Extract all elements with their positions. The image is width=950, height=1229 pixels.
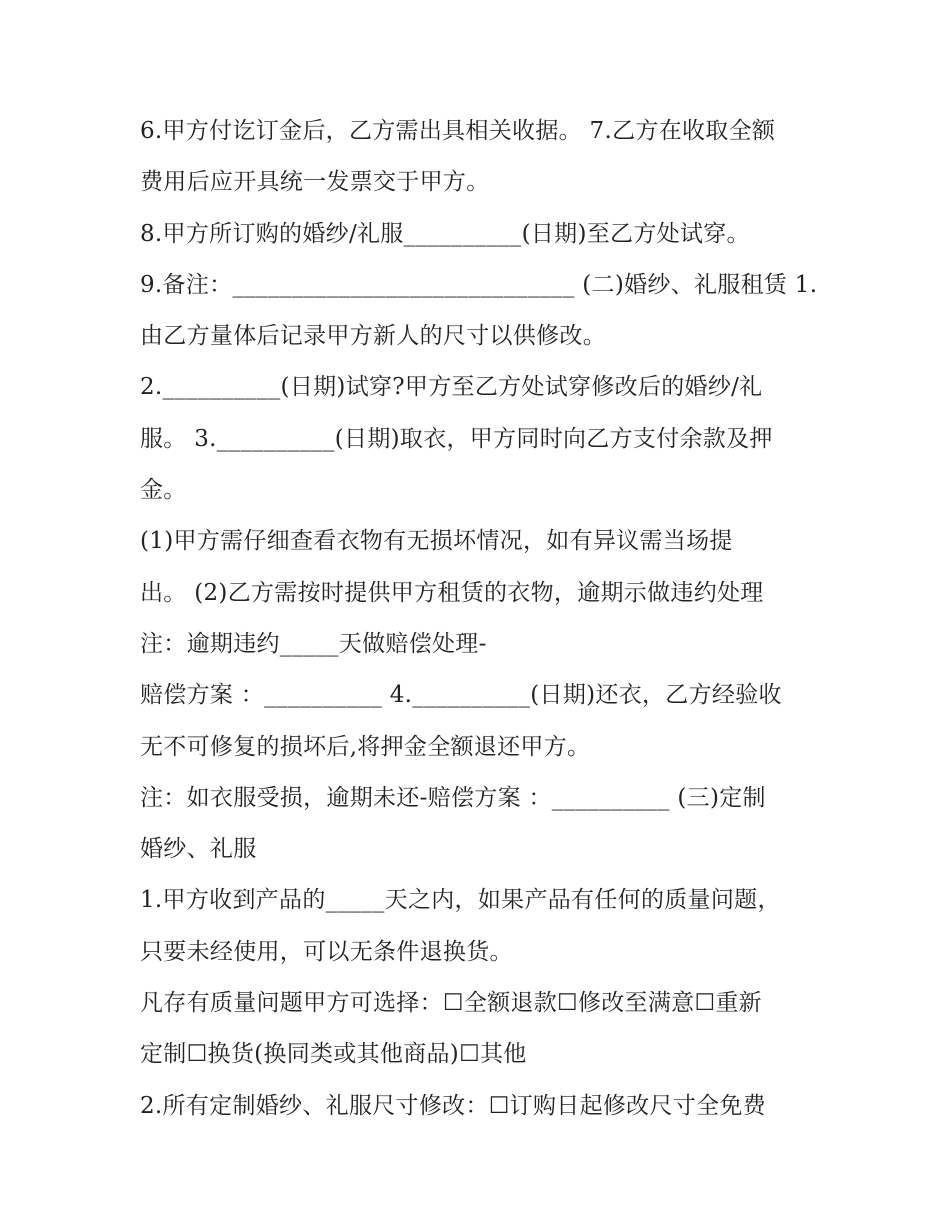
text-line: 6.甲方付讫订金后，乙方需出具相关收据。 7.乙方在收取全额 [140,118,776,144]
text-line: 婚纱、礼服 [140,836,257,863]
text-line: 金。 [140,477,187,504]
text-line: 2.__________(日期)试穿?甲方至乙方处试穿修改后的婚纱/礼 [140,374,763,401]
text-line: 定制☐换货(换同类或其他商品)☐其他 [140,1041,527,1068]
text-line: 8.甲方所订购的婚纱/礼服__________(日期)至乙方处试穿。 [140,220,750,247]
text-line: 凡存有质量问题甲方可选择：☐全额退款☐修改至满意☐重新 [140,990,762,1017]
text-line: 只要未经使用，可以无条件退换货。 [140,938,513,965]
text-line: 无不可修复的损坏后,将押金全额退还甲方。 [140,733,591,760]
text-line: 注：如衣服受损，逾期未还-赔偿方案 ：__________ (三)定制 [140,784,766,811]
text-line: 费用后应开具统一发票交于甲方。 [140,169,490,196]
text-line: 1.甲方收到产品的_____天之内，如果产品有任何的质量问题， [140,887,781,914]
text-line: 赔偿方案 ：__________ 4.__________(日期)还衣，乙方经验收 [140,682,782,709]
text-line: (1)甲方需仔细查看衣物有无损坏情况，如有异议需当场提 [140,528,733,555]
text-line: 出。 (2)乙方需按时提供甲方租赁的衣物，逾期示做违约处理 [140,579,764,606]
text-line: 注：逾期违约_____天做赔偿处理- [140,630,487,657]
text-line: 服。 3.__________(日期)取衣，甲方同时向乙方支付余款及押 [140,425,773,452]
document-body [140,108,820,1134]
text-line: 9.备注：_____________________________ (二)婚纱、礼服租赁 1. [140,271,818,298]
text-line: 2.所有定制婚纱、礼服尺寸修改：☐订购日起修改尺寸全免费 [140,1092,766,1119]
text-line: 由乙方量体后记录甲方新人的尺寸以供修改。 [140,323,606,350]
